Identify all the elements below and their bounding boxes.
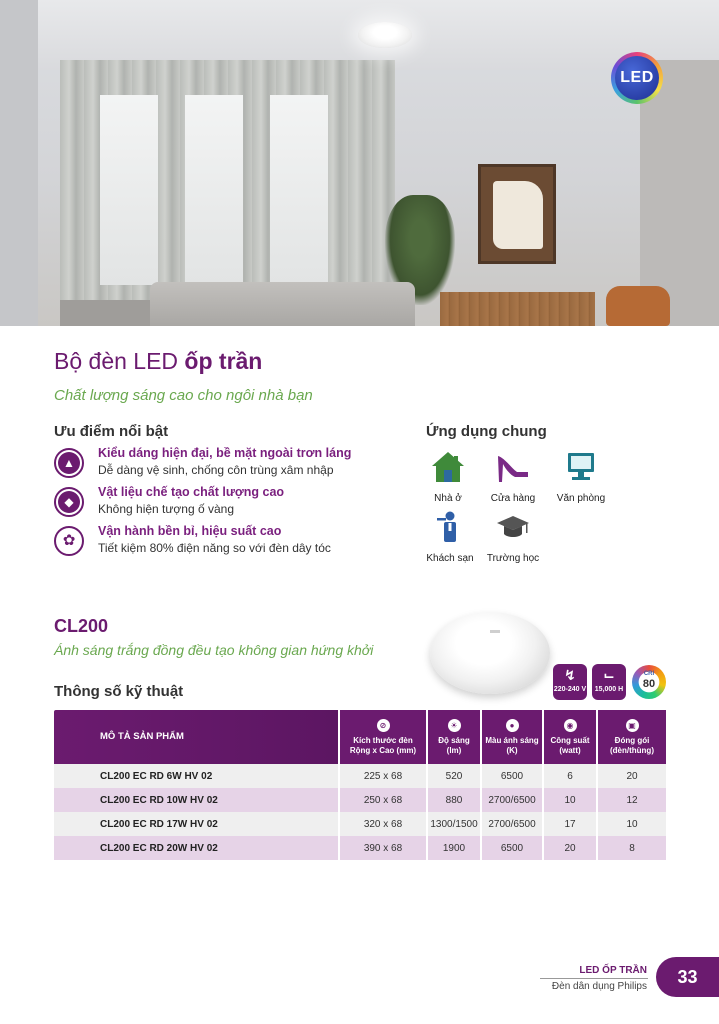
page-number: 33	[656, 957, 719, 997]
cell-lumen: 1300/1500	[426, 812, 480, 836]
table-row	[54, 836, 666, 860]
cell-power: 6	[542, 764, 596, 788]
high-heel-icon	[495, 450, 531, 484]
title-bold: ốp trần	[184, 348, 263, 374]
palette-icon: ●	[506, 719, 519, 732]
advantage-item	[54, 446, 394, 480]
left-wall	[0, 0, 38, 326]
cri-value: 80	[642, 678, 656, 690]
cell-product: CL200 EC RD 17W HV 02	[54, 812, 338, 836]
advantage-desc: Không hiện tượng ố vàng	[98, 502, 235, 516]
footer-section: LED ỐP TRẦN	[579, 965, 647, 976]
wall-art	[478, 164, 556, 264]
cell-color-temp: 6500	[480, 764, 542, 788]
diamond-icon: ◆	[54, 487, 84, 517]
ceiling-lamp	[358, 22, 412, 48]
led-badge	[611, 52, 663, 104]
cri-badge	[632, 665, 666, 699]
cell-packing: 12	[596, 788, 666, 812]
sofa	[150, 282, 415, 326]
voltage-label: 220-240 V	[553, 686, 587, 693]
plant-icon: ✿	[54, 526, 84, 556]
cell-packing: 10	[596, 812, 666, 836]
advantage-desc: Tiết kiệm 80% điện năng so với đèn dây tóc	[98, 541, 331, 555]
advantage-heading: Vận hành bền bỉ, hiệu suất cao	[98, 524, 282, 538]
application-label: Trường học	[486, 553, 540, 564]
header-power	[542, 710, 596, 764]
footer-brand: Đèn dân dụng Philips	[551, 981, 647, 992]
advantage-item	[54, 524, 394, 558]
cell-dimensions: 250 x 68	[338, 788, 426, 812]
box-icon: ▣	[626, 719, 639, 732]
spec-table	[54, 710, 666, 860]
shield-flame-icon: ▲	[54, 448, 84, 478]
cell-packing: 8	[596, 836, 666, 860]
page-title	[54, 348, 262, 375]
application-label: Văn phòng	[556, 493, 606, 504]
header-label: Đóng gói (đèn/thùng)	[610, 735, 654, 755]
advantages-title: Ưu điểm nổi bật	[54, 423, 169, 440]
header-packing	[596, 710, 666, 764]
header-color-temp	[480, 710, 542, 764]
advantage-desc: Dễ dàng vệ sinh, chống côn trùng xâm nhập	[98, 463, 334, 477]
cell-dimensions: 225 x 68	[338, 764, 426, 788]
window	[270, 95, 328, 285]
window	[185, 95, 243, 285]
table-row	[54, 788, 666, 812]
header-lumen	[426, 710, 480, 764]
specs-title: Thông số kỹ thuật	[54, 683, 184, 700]
product-image	[430, 612, 550, 694]
lifetime-label: 15,000 H	[594, 686, 624, 693]
header-label: Độ sáng (lm)	[438, 735, 470, 755]
cell-power: 10	[542, 788, 596, 812]
header-label: Kích thước đèn Rộng x Cao (mm)	[349, 735, 417, 755]
cell-product: CL200 EC RD 20W HV 02	[54, 836, 338, 860]
led-badge-label: LED	[615, 56, 659, 100]
header-dimensions	[338, 710, 426, 764]
cell-lumen: 1900	[426, 836, 480, 860]
application-label: Cửa hàng	[490, 493, 536, 504]
product-model: CL200	[54, 616, 109, 636]
cell-dimensions: 320 x 68	[338, 812, 426, 836]
header-description: MÔ TẢ SẢN PHẨM	[54, 710, 338, 764]
application-item	[411, 450, 485, 504]
hero-photo	[0, 0, 719, 326]
cell-color-temp: 6500	[480, 836, 542, 860]
cell-product: CL200 EC RD 10W HV 02	[54, 788, 338, 812]
house-icon	[430, 450, 466, 484]
application-item	[544, 450, 618, 504]
cell-dimensions: 390 x 68	[338, 836, 426, 860]
cell-power: 17	[542, 812, 596, 836]
cell-product: CL200 EC RD 6W HV 02	[54, 764, 338, 788]
window	[100, 95, 158, 285]
graduation-cap-icon	[495, 510, 531, 544]
clock-icon: ⌙	[603, 667, 615, 683]
title-plain: Bộ đèn LED	[54, 348, 185, 374]
cell-lumen: 520	[426, 764, 480, 788]
cell-color-temp: 2700/6500	[480, 812, 542, 836]
chair	[606, 286, 670, 326]
footer-divider	[540, 978, 648, 979]
product-tagline: Ánh sáng trắng đồng đều tạo không gian hứng khởi	[54, 642, 374, 658]
applications-title: Ứng dụng chung	[426, 423, 547, 440]
computer-icon	[563, 450, 599, 484]
advantage-heading: Kiểu dáng hiện đại, bề mặt ngoài trơn láng	[98, 446, 352, 460]
application-label: Nhà ở	[434, 493, 462, 504]
page-subtitle: Chất lượng sáng cao cho ngôi nhà bạn	[54, 387, 313, 404]
cell-lumen: 880	[426, 788, 480, 812]
header-label: Màu ánh sáng (K)	[485, 735, 539, 755]
sun-icon: ☀	[448, 719, 461, 732]
table-row	[54, 812, 666, 836]
header-label: Công suất (watt)	[550, 735, 590, 755]
voltage-badge	[553, 664, 587, 700]
application-label: Khách sạn	[426, 553, 474, 564]
table-row	[54, 764, 666, 788]
application-item	[476, 510, 550, 564]
advantage-item	[54, 485, 394, 519]
waiter-icon	[432, 510, 468, 544]
lifetime-badge	[592, 664, 626, 700]
cell-color-temp: 2700/6500	[480, 788, 542, 812]
cell-power: 20	[542, 836, 596, 860]
ruler-icon: ⊘	[377, 719, 390, 732]
cell-packing: 20	[596, 764, 666, 788]
cri-label: CRI	[643, 671, 655, 677]
application-item	[476, 450, 550, 504]
bulb-icon: ◉	[564, 719, 577, 732]
table-header-row	[54, 710, 666, 764]
cabinet	[440, 292, 595, 326]
advantage-heading: Vật liệu chế tạo chất lượng cao	[98, 485, 285, 499]
lightning-icon: ↯	[564, 667, 576, 683]
